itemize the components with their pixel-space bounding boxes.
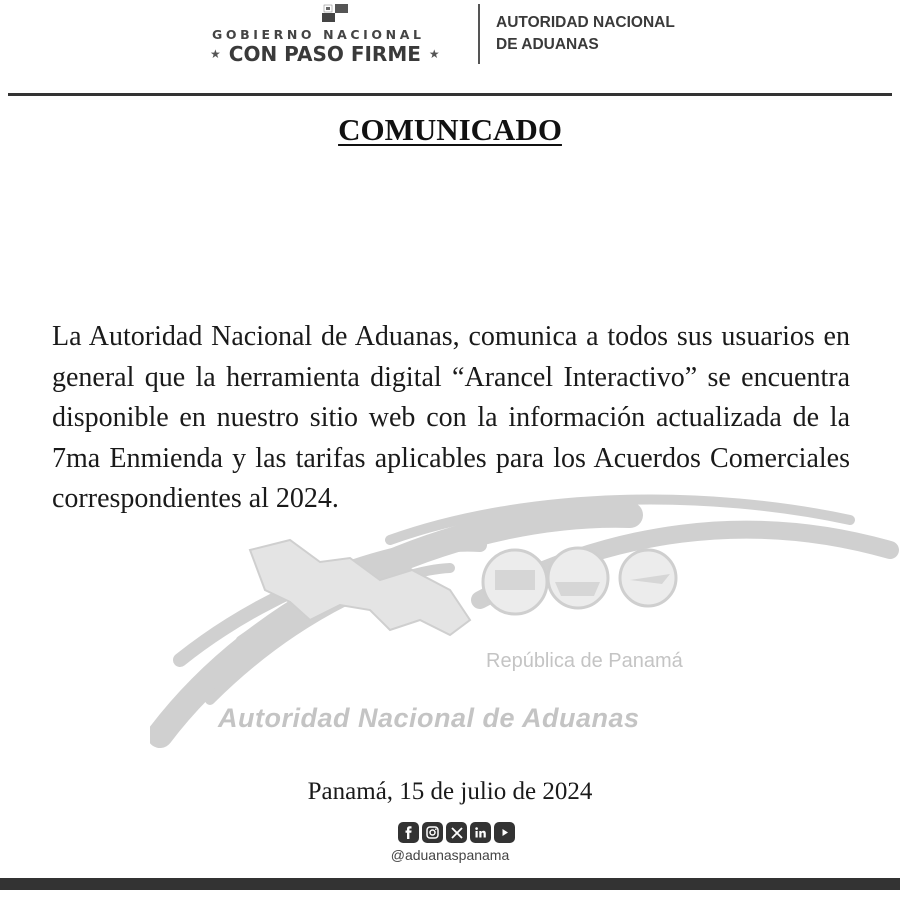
document-title: COMUNICADO xyxy=(338,112,562,147)
youtube-icon[interactable] xyxy=(494,822,515,843)
social-handle[interactable]: @aduanaspanama xyxy=(390,847,510,863)
social-links xyxy=(398,822,515,843)
linkedin-icon[interactable] xyxy=(470,822,491,843)
agency-name-line2: DE ADUANAS xyxy=(496,36,599,53)
government-motto-text: CON PASO FIRME xyxy=(228,42,421,66)
star-icon: ★ xyxy=(428,47,440,61)
facebook-icon[interactable] xyxy=(398,822,419,843)
footer-bar xyxy=(0,878,900,890)
instagram-icon[interactable] xyxy=(422,822,443,843)
header-divider xyxy=(478,4,480,64)
watermark-agency: Autoridad Nacional de Aduanas xyxy=(218,703,640,733)
panama-flag-icon xyxy=(322,4,348,22)
letterhead xyxy=(0,0,900,95)
agency-name xyxy=(496,12,736,56)
document-date: Panamá, 15 de julio de 2024 xyxy=(307,778,593,805)
x-icon[interactable] xyxy=(446,822,467,843)
header-rule xyxy=(8,93,892,96)
government-motto-top: GOBIERNO NACIONAL xyxy=(212,27,425,42)
announcement-body: La Autoridad Nacional de Aduanas, comunica a todos sus usuarios en general que la herramienta digital “Arancel Interactivo” se encuentra disponible en nuestro sitio web con la información actualizada de la 7ma Enmienda y las tarifas aplicables para los Acuerdos Comerciales correspondientes al 2024. xyxy=(52,321,850,514)
government-motto xyxy=(210,42,465,66)
star-icon: ★ xyxy=(210,47,221,61)
watermark-country: República de Panamá xyxy=(486,650,683,672)
agency-name-line1: AUTORIDAD NACIONAL xyxy=(496,14,675,31)
